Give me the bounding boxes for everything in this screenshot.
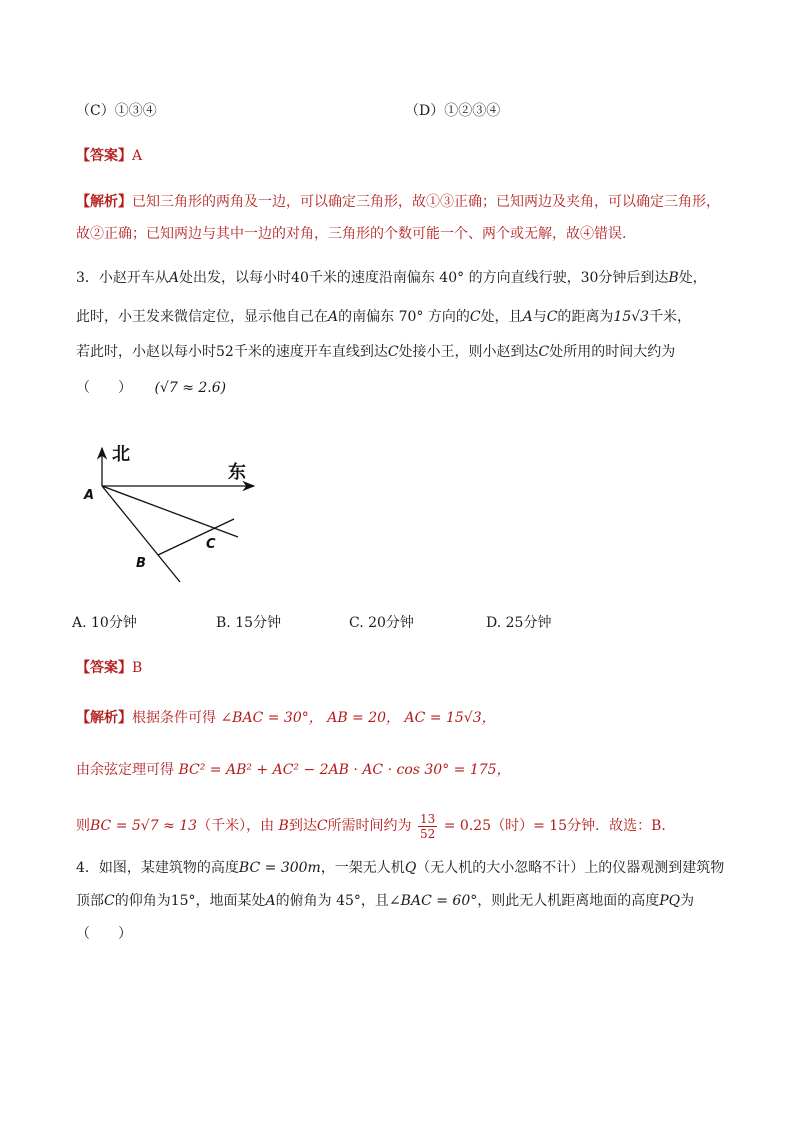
q4-line1 [76, 858, 724, 878]
analysis-result: = 0.25（时）= 15分钟．故选：B． [443, 818, 676, 834]
label-c: C [206, 537, 216, 552]
point-q: Q [404, 860, 417, 876]
q3-text: 处出发，以每小时40千米的速度沿南偏东 40° 的方向直线行驶，30分钟后到达 [179, 270, 669, 286]
answer-tag: 【答案】 [76, 660, 132, 676]
q3-text: 此时，小王发来微信定位，显示他自己在 [76, 309, 328, 325]
option-c: （C）①③④ [76, 103, 157, 119]
cosine-law: BC² = AB² + AC² − 2AB · AC · cos 30° = 175， [178, 762, 511, 778]
analysis-tag: 【解析】 [76, 194, 132, 210]
analysis-tag: 【解析】 [76, 710, 132, 726]
analysis-text: 根据条件可得 [132, 710, 216, 726]
point-a: A [168, 270, 180, 286]
point-a: A [265, 893, 276, 909]
distance-value: 15√3 [613, 309, 650, 325]
q3-text: 处，且 [480, 309, 523, 325]
answer-value: B [132, 660, 143, 676]
analysis-text: 已知三角形的两角及一边，可以确定三角形，故①③正确；已知两边及夹角，可以确定三角形， [132, 194, 720, 210]
q3-text: 与 [532, 309, 547, 325]
point-c: C [387, 344, 399, 360]
q3-line2 [76, 307, 691, 327]
analysis-text: 则 [76, 818, 90, 834]
q3-text: 处所用的时间大约为 [549, 344, 676, 360]
q4-text: ，则此无人机距离地面的高度 [477, 893, 660, 909]
point-a: A [328, 309, 339, 325]
q3-analysis-line3 [76, 810, 675, 842]
q3-text: 3．小赵开车从 [76, 270, 169, 286]
q2-analysis-line1 [76, 192, 720, 212]
q3-answer [76, 658, 142, 678]
q3-line3 [76, 342, 675, 362]
point-b: B [278, 818, 289, 834]
ac-value: AC = 15√3， [404, 710, 496, 726]
analysis-text: 所需时间约为 [327, 818, 412, 834]
q3-text: 处， [678, 270, 707, 286]
q4-text: （无人机的大小忽略不计）上的仪器观测到建筑物 [416, 860, 725, 876]
q3-line1 [76, 268, 707, 288]
q2-answer [76, 146, 142, 166]
q3-text: 的距离为 [557, 309, 614, 325]
label-east: 东 [228, 462, 246, 483]
time-fraction [418, 812, 437, 841]
label-a: A [84, 488, 95, 503]
analysis-text: 到达 [288, 818, 317, 834]
point-c: C [469, 309, 481, 325]
building-height: BC = 300m [238, 860, 321, 876]
point-b: B [668, 270, 679, 286]
line-bc [158, 519, 234, 555]
bc-value: BC = 5√7 ≈ 13 [90, 818, 198, 834]
q3-figure [76, 438, 266, 588]
point-c: C [316, 818, 328, 834]
analysis-text: 由余弦定理可得 [76, 762, 174, 778]
q3-option-b: B. 15分钟 [216, 615, 282, 631]
q4-text: 顶部 [76, 893, 104, 909]
q3-analysis-line1 [76, 708, 496, 728]
analysis-text: （千米），由 [197, 818, 275, 834]
point-c: C [546, 309, 558, 325]
answer-blank: （ ） [76, 380, 132, 396]
point-c: C [104, 893, 115, 909]
q4-text: ，一架无人机 [320, 860, 405, 876]
q3-analysis-line2 [76, 760, 511, 780]
fraction-numerator: 13 [420, 811, 436, 826]
q3-text: 千米， [649, 309, 692, 325]
q3-line4 [76, 378, 226, 398]
q4-line3: （ ） [76, 926, 132, 942]
point-c: C [538, 344, 550, 360]
q2-analysis-line2: 故②正确；已知两边与其中一边的对角，三角形的个数可能一个、两个或无解，故④错误. [76, 226, 627, 242]
hint: (√7 ≈ 2.6) [154, 380, 227, 396]
q3-text: 若此时，小赵以每小时52千米的速度开车直线到达 [76, 344, 388, 360]
label-b: B [136, 556, 146, 571]
q3-option-c: C. 20分钟 [349, 615, 414, 631]
answer-value: A [132, 148, 143, 164]
q4-line2 [76, 891, 694, 911]
point-a: A [522, 309, 533, 325]
option-d: （D）①②③④ [405, 103, 501, 119]
q3-text: 处接小王，则小赵到达 [398, 344, 539, 360]
angle-bac: ∠BAC = 60° [388, 893, 478, 909]
q3-option-d: D. 25分钟 [486, 615, 552, 631]
q4-text: 的仰角为15°，地面某处 [114, 893, 266, 909]
label-north: 北 [112, 444, 130, 465]
angle-bac: ∠BAC = 30°， [220, 710, 323, 726]
answer-tag: 【答案】 [76, 148, 132, 164]
q3-text: 的南偏东 70° 方向的 [338, 309, 470, 325]
q4-text: 4．如图，某建筑物的高度 [76, 860, 239, 876]
ab-value: AB = 20， [327, 710, 401, 726]
q4-text: 的俯角为 45°，且 [275, 893, 389, 909]
segment-pq: PQ [659, 893, 681, 909]
q3-option-a: A. 10分钟 [72, 615, 137, 631]
fraction-denominator: 52 [420, 826, 436, 841]
q4-text: 为 [680, 893, 695, 909]
